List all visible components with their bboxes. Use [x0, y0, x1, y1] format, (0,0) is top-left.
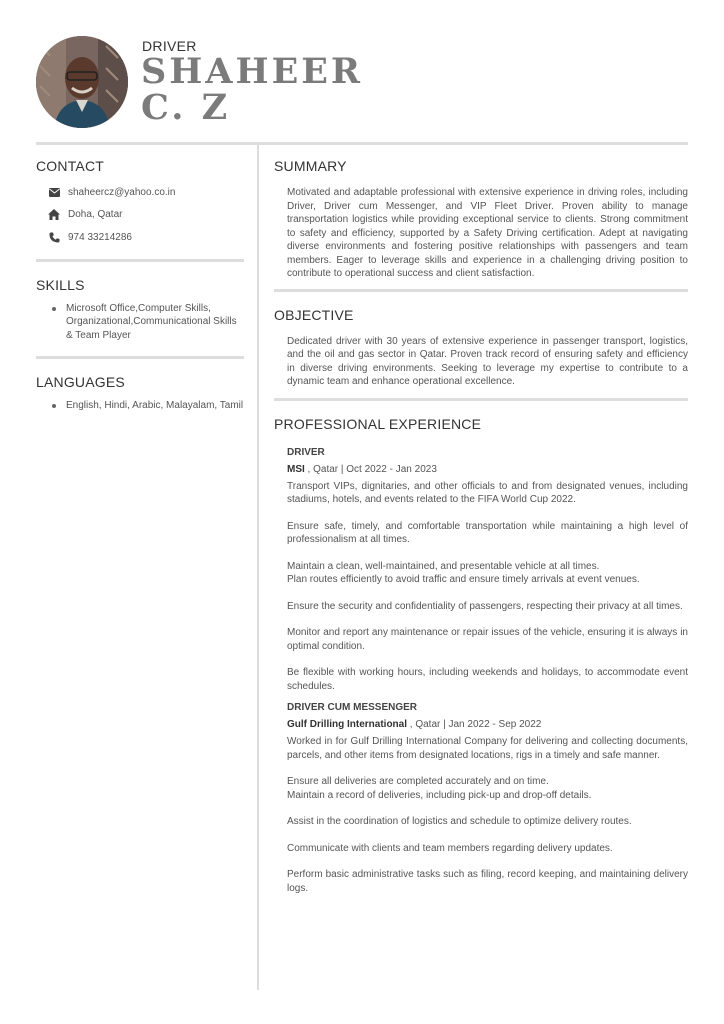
job-paragraph: Monitor and report any maintenance or repair issues of the vehicle, ensuring it is always in optimal condition.	[287, 627, 688, 652]
profile-photo	[36, 36, 128, 128]
phone-icon	[48, 231, 60, 243]
job-paragraph: Assist in the coordination of logistics and schedule to optimize delivery routes.	[287, 816, 632, 827]
languages-list	[36, 399, 244, 413]
job-entry	[274, 447, 688, 694]
objective-divider	[274, 398, 688, 401]
job-paragraph: Transport VIPs, dignitaries, and other officials to and from designated venues, including stadiums, hotels, and events related to the FIFA World Cup 2022.	[287, 480, 688, 505]
objective-heading: OBJECTIVE	[274, 306, 354, 323]
job-title: DRIVER	[287, 446, 325, 458]
job-paragraph: Maintain a clean, well-maintained, and presentable vehicle at all times. Plan routes efficiently to avoid traffic and ensure timely arrivals at event venues.	[287, 560, 640, 585]
job-title: DRIVER CUM MESSENGER	[287, 702, 418, 713]
skills-divider	[36, 356, 244, 359]
contact-heading: CONTACT	[36, 158, 105, 174]
contact-divider	[36, 259, 244, 262]
languages-heading: LANGUAGES	[36, 374, 125, 390]
job-role: DRIVER	[142, 38, 197, 54]
skills-heading: SKILLS	[36, 276, 85, 293]
job-location-dates: , Qatar | Jan 2022 - Sep 2022	[407, 719, 542, 730]
name-first-line: SHAHEER	[141, 51, 364, 92]
job-paragraph: Be flexible with working hours, including weekends and holidays, to accommodate event schedules.	[287, 667, 688, 692]
job-paragraph: Ensure safe, timely, and comfortable transportation while maintaining a high level of professionalism at all times.	[287, 520, 688, 545]
email-text: shaheercz@yahoo.co.in	[68, 186, 176, 198]
list-item: Microsoft Office,Computer Skills, Organizational,Communicational Skills & Team Player	[52, 302, 244, 343]
name-second-line: C. Z	[141, 87, 231, 128]
job-meta	[274, 719, 688, 730]
objective-text: Dedicated driver with 30 years of extensive experience in passenger transport, logistics, and the oil and gas sector in Qatar. Proven track record of ensuring safety and efficiency in diverse driving environments. Seeking to leverage my expertise to contribute to a dynamic team and enhance operational excellence.	[287, 335, 688, 387]
company-name: Gulf Drilling International	[287, 719, 407, 730]
job-meta	[274, 464, 688, 475]
list-item: English, Hindi, Arabic, Malayalam, Tamil	[52, 399, 244, 413]
summary-text: Motivated and adaptable professional with extensive experience in driving roles, including Driver, Driver cum Messenger, and VIP Fleet Driver. Proven ability to manage transportation logistics while providing exceptional service to clients. Strong commitment to safety and efficiency, supported by a Safety Driving certification. Adept at navigating diverse environments and fostering positive relationships with passengers and team members. Eager to leverage skills and experience in a challenging driving position to contribute to operational success and client satisfaction.	[287, 187, 688, 279]
candidate-name	[141, 51, 401, 128]
job-paragraph: Communicate with clients and team members regarding delivery updates.	[287, 842, 613, 854]
summary-heading: SUMMARY	[274, 158, 347, 174]
company-name: MSI	[287, 463, 305, 475]
location-text: Doha, Qatar	[68, 209, 123, 221]
left-column	[36, 145, 244, 413]
home-icon	[48, 209, 60, 221]
column-divider	[257, 145, 259, 990]
job-paragraph: Ensure the security and confidentiality of passengers, respecting their privacy at all times.	[287, 600, 683, 612]
contact-location	[48, 204, 244, 227]
skills-list	[36, 302, 244, 343]
summary-divider	[274, 289, 688, 292]
right-column	[274, 145, 688, 895]
contact-email[interactable]	[48, 181, 244, 204]
job-paragraph: Worked in for Gulf Drilling International Company for delivering and collecting documents, parcels, and other items from designated locations, rigs in a timely and safe manner.	[287, 736, 688, 761]
job-paragraph: Perform basic administrative tasks such as filing, record keeping, and maintaining delivery logs.	[287, 869, 688, 894]
phone-text: 974 33214286	[68, 231, 132, 243]
envelope-icon	[48, 186, 60, 198]
contact-phone[interactable]	[48, 226, 244, 249]
job-entry	[274, 702, 688, 895]
experience-heading: PROFESSIONAL EXPERIENCE	[274, 415, 482, 432]
contact-list	[36, 181, 244, 249]
job-location-dates: , Qatar | Oct 2022 - Jan 2023	[304, 463, 437, 475]
job-paragraph: Ensure all deliveries are completed accurately and on time. Maintain a record of deliveries, including pick-up and drop-off details.	[287, 776, 592, 801]
